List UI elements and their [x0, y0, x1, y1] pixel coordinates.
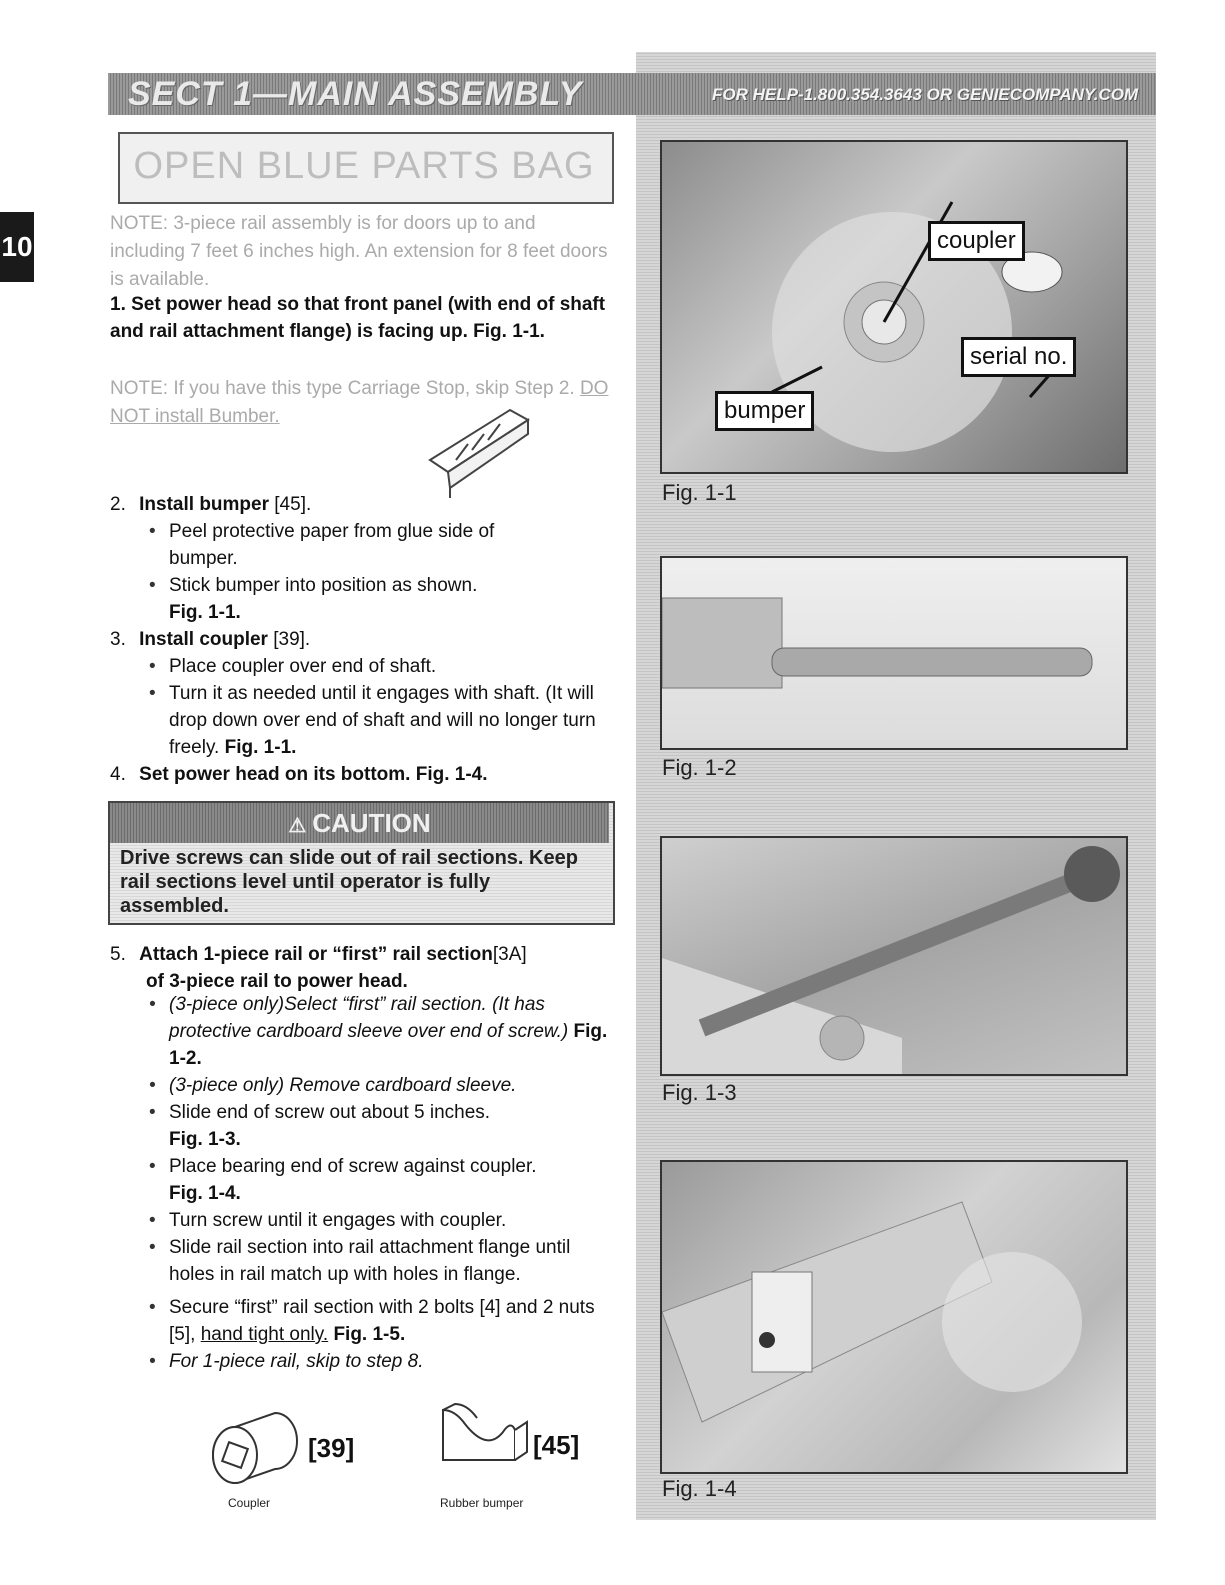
coupler-part-number: [39]: [308, 1433, 355, 1463]
step-5-bullet: • (3-piece only)Select “first” rail section. (It has protective cardboard sleeve over end of screw.) Fig. 1-2.: [145, 991, 610, 1072]
step-5-bullet: • Slide end of screw out about 5 inches. Fig. 1-3.: [145, 1099, 610, 1153]
coupler-caption: Coupler: [228, 1496, 271, 1510]
help-contact: FOR HELP-1.800.354.3643 OR GENIECOMPANY.COM: [712, 85, 1139, 104]
step-5-bullet: • Turn screw until it engages with coupler.: [145, 1207, 610, 1234]
callout-coupler: coupler: [928, 221, 1025, 261]
step-3-bullet: • Place coupler over end of shaft.: [145, 653, 615, 680]
step-2-bullet: • Stick bumper into position as shown. Fig. 1-1.: [145, 572, 545, 626]
caution-text: Drive screws can slide out of rail sections. Keep rail sections level until operator is fully assembled.: [120, 847, 578, 917]
page-number-tab: 10: [0, 212, 34, 282]
step-2-title: Install bumper: [139, 494, 269, 515]
callout-bumper: bumper: [715, 391, 814, 431]
step-2: [110, 491, 615, 518]
step-5: [110, 941, 615, 995]
callout-serial-no: serial no.: [961, 337, 1076, 377]
step-1: 1. Set power head so that front panel (with end of shaft and rail attachment flange) is facing up. Fig. 1-1.: [110, 294, 606, 342]
step-4-title: Set power head on its bottom. Fig. 1-4.: [139, 764, 488, 785]
bumper-caption: Rubber bumper: [440, 1496, 524, 1510]
rail-on-power-head-illustration: [662, 1162, 1126, 1472]
figure-1-3-label: Fig. 1-3: [662, 1080, 737, 1105]
step-4-number: 4.: [110, 764, 126, 785]
step-5-bullet: • (3-piece only) Remove cardboard sleeve.: [145, 1072, 610, 1099]
step-5-bullet: • Place bearing end of screw against coupler. Fig. 1-4.: [145, 1153, 610, 1207]
step-5-title: Attach 1-piece rail or “first” rail section: [139, 944, 493, 965]
note-carriage-stop-text: NOTE: If you have this type Carriage Stop, skip Step 2.: [110, 378, 575, 399]
rail-screw-illustration: [662, 558, 1126, 748]
step-2-ref: [45].: [269, 494, 312, 515]
parts-bag-title: OPEN BLUE PARTS BAG: [133, 145, 595, 187]
step-5-bullet: • Slide rail section into rail attachment flange until holes in rail match up with holes in flange.: [145, 1234, 610, 1288]
note-rail-assembly: NOTE: 3-piece rail assembly is for doors up to and including 7 feet 6 inches high. An extension for 8 feet doors is available.: [110, 213, 608, 290]
step-5-bullet: • Secure “first” rail section with 2 bolts [4] and 2 nuts [5], hand tight only. Fig. 1-5.: [145, 1294, 610, 1348]
rail-screw-extended-illustration: [662, 838, 1126, 1074]
bumper-part-number: [45]: [533, 1430, 580, 1460]
step-2-number: 2.: [110, 494, 126, 515]
step-2-bullets: [145, 518, 545, 626]
warning-triangle-icon: ⚠: [288, 815, 307, 837]
carriage-stop-illustration: [420, 400, 540, 500]
step-2-bullet: • Peel protective paper from glue side of bumper.: [145, 518, 545, 572]
step-3-number: 3.: [110, 629, 126, 650]
step-5-number: 5.: [110, 944, 126, 965]
rubber-bumper-illustration: [435, 1400, 535, 1490]
step-5-bullets: [145, 991, 610, 1375]
step-5-ref: [3A]: [492, 944, 527, 965]
step-3-bullets: [145, 653, 615, 761]
step-3-bullet: • Turn it as needed until it engages with shaft. (It will drop down over end of shaft and will no longer turn freely. Fig. 1-1.: [145, 680, 615, 761]
step-3-title: Install coupler: [139, 629, 268, 650]
figure-1-2-label: Fig. 1-2: [662, 755, 737, 780]
step-4: [110, 761, 615, 788]
note-do-not-install: DO NOT install Bumber.: [110, 378, 609, 427]
figure-1-4-photo: [660, 1160, 1128, 1474]
figure-1-2-photo: [660, 556, 1128, 750]
caution-title: ⚠ CAUTION: [288, 808, 431, 838]
step-3: [110, 626, 615, 653]
step-3-ref: [39].: [267, 629, 311, 650]
coupler-illustration: [205, 1405, 305, 1495]
step-5-bullet: • For 1-piece rail, skip to step 8.: [145, 1348, 610, 1375]
section-title: SECT 1—MAIN ASSEMBLY: [128, 75, 583, 113]
step-5-title-cont: of 3-piece rail to power head.: [146, 971, 408, 992]
figure-1-3-photo: [660, 836, 1128, 1076]
figure-1-1-label: Fig. 1-1: [662, 480, 737, 505]
figure-1-4-label: Fig. 1-4: [662, 1476, 737, 1501]
